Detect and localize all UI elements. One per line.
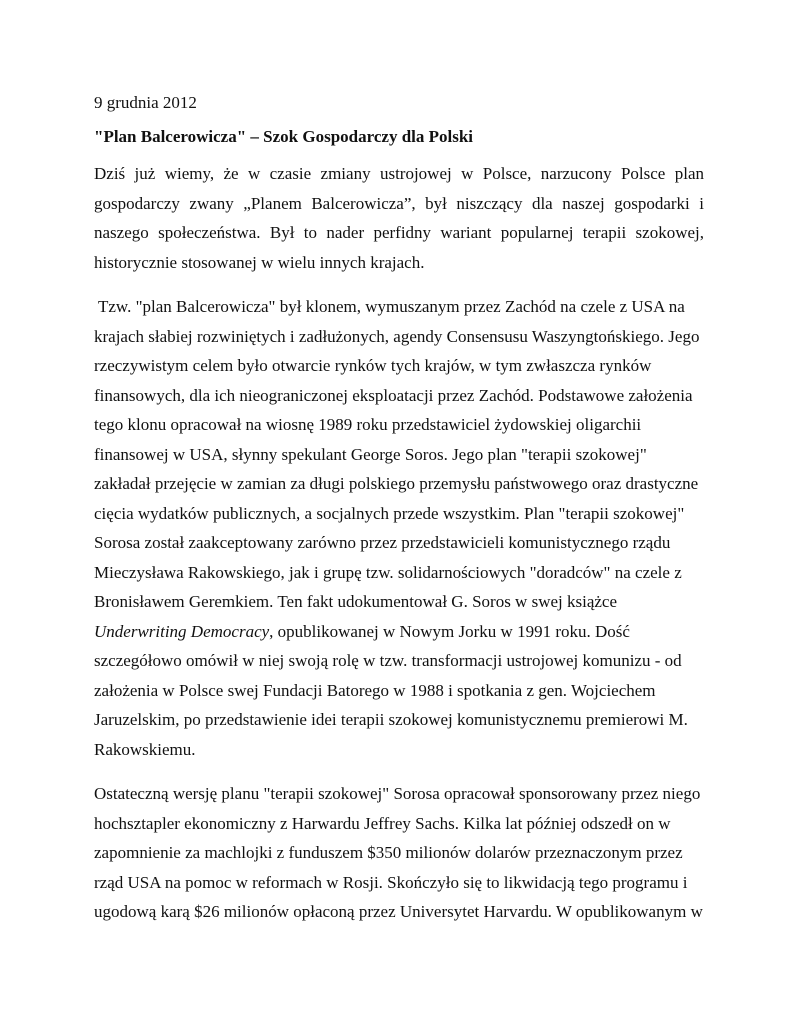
text-line: Bronisławem Geremkiem. Ten fakt udokumentował G. Soros w swej książce [94, 592, 618, 611]
text-line: Ostateczną wersję planu "terapii szokowej" Sorosa opracował sponsorowany przez niego [94, 784, 701, 803]
paragraph-3 [94, 779, 704, 927]
text-line-rest: , opublikowanej w Nowym Jorku w 1991 roku. Dość [269, 621, 630, 641]
document-title: "Plan Balcerowicza" – Szok Gospodarczy dla Polski [94, 127, 474, 146]
text-line [94, 617, 704, 647]
text-line: Rakowskiemu. [94, 739, 196, 759]
text-line: rzeczywistym celem było otwarcie rynków tych krajów, w tym zwłaszcza rynków [94, 356, 652, 375]
text-line: historycznie stosowanej w wielu innych krajach. [94, 252, 425, 272]
text-line: zakładał przejęcie w zamian za długi polskiego przemysłu państwowego oraz drastyczne [94, 474, 699, 493]
text-line: założenia w Polsce swej Fundacji Batorego w 1988 i spotkania z gen. Wojciechem [94, 680, 656, 700]
paragraph-2 [94, 292, 704, 764]
text-line: Dziś już wiemy, że w czasie zmiany ustrojowej w Polsce, narzucony Polsce plan [94, 164, 704, 183]
text-line: rząd USA na pomoc w reformach w Rosji. Skończyło się to likwidacją tego programu i [94, 872, 688, 892]
paragraph-1 [94, 159, 704, 277]
text-line: tego klonu opracował na wiosnę 1989 roku przedstawiciel żydowskiej oligarchii [94, 415, 642, 434]
text-line: Mieczysława Rakowskiego, jak i grupę tzw. solidarnościowych "doradców" na czele z [94, 562, 682, 582]
text-line: finansowej w USA, słynny spekulant George Soros. Jego plan "terapii szokowej" [94, 444, 647, 464]
text-line: cięcia wydatków publicznych, a socjalnych przede wszystkim. Plan "terapii szokowej" [94, 503, 685, 523]
text-line: Sorosa został zaakceptowany zarówno przez przedstawicieli komunistycznego rządu [94, 533, 671, 552]
text-line: ugodową karą $26 milionów opłaconą przez Universytet Harvardu. W opublikowanym w [94, 902, 703, 921]
text-line: naszego społeczeństwa. Był to nader perfidny wariant popularnej terapii szokowej, [94, 223, 704, 242]
text-line: hochsztapler ekonomiczny z Harwardu Jeffrey Sachs. Kilka lat później odszedł on w [94, 813, 671, 833]
text-line: gospodarczy zwany „Planem Balcerowicza”, był niszczący dla naszej gospodarki i [94, 193, 704, 213]
document-page [94, 92, 704, 942]
book-title: Underwriting Democracy [94, 621, 270, 641]
text-line: szczegółowo omówił w niej swoją rolę w tzw. transformacji ustrojowej komunizu - od [94, 651, 682, 670]
text-line: Tzw. "plan Balcerowicza" był klonem, wymuszanym przez Zachód na czele z USA na [98, 297, 685, 316]
text-line: krajach słabiej rozwiniętych i zadłużonych, agendy Consensusu Waszyngtońskiego. Jego [94, 326, 700, 346]
document-date: 9 grudnia 2012 [94, 93, 197, 112]
text-line: zapomnienie za machlojki z funduszem $350 milionów dolarów przeznaczonym przez [94, 843, 683, 862]
text-line: Jaruzelskim, po przedstawienie idei terapii szokowej komunistycznemu premierowi M. [94, 710, 688, 729]
text-line: finansowych, dla ich nieograniczonej eksploatacji przez Zachód. Podstawowe założenia [94, 385, 693, 405]
